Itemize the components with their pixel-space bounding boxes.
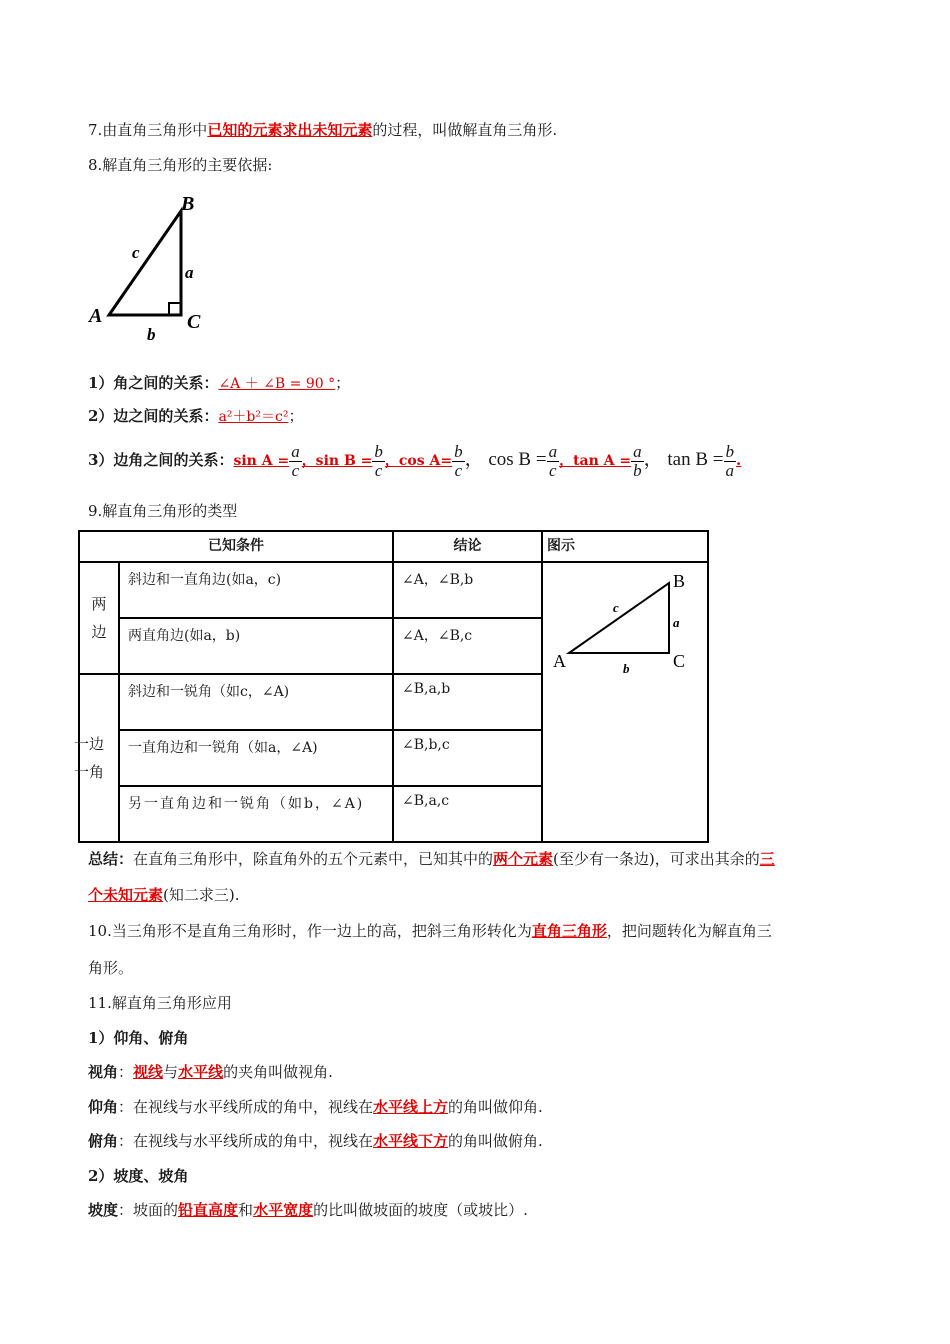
result-4: ∠B,b,c — [393, 730, 542, 786]
header-figure: 图示 — [542, 531, 708, 562]
figure-cell — [542, 562, 708, 842]
depression-angle — [88, 1130, 543, 1151]
tri1-vertex-a: A — [89, 305, 103, 327]
item7-suffix: 的过程，叫做解直角三角形. — [372, 121, 558, 139]
item-10-line2: 角形。 — [88, 959, 134, 977]
sinA-den: c — [291, 460, 300, 480]
sinB-num: b — [374, 441, 383, 461]
rel3-end: . — [736, 451, 742, 469]
result-2: ∠A，∠B,c — [393, 618, 542, 674]
summary-line-1 — [88, 848, 775, 869]
view-label: 视角 — [88, 1063, 119, 1081]
sinA-num: a — [291, 441, 300, 461]
item7-highlight: 已知的元素求出未知元素 — [207, 121, 373, 139]
tri2-vertex-c: C — [673, 651, 686, 671]
sub-1-title: 1）仰角、俯角 — [88, 1029, 189, 1047]
item10-highlight: 直角三角形 — [531, 922, 607, 940]
cosA-num: b — [454, 441, 463, 461]
slope-suffix: 的比叫做坡面的坡度（或坡比）. — [313, 1201, 528, 1219]
depr-suffix: 的角叫做俯角. — [448, 1132, 543, 1150]
rel2-value: a²＋b²＝c² — [218, 409, 289, 425]
triangle-figure-1 — [85, 188, 215, 348]
item-10 — [88, 920, 772, 941]
summary-h2b: 个未知元素 — [88, 886, 164, 904]
result-1: ∠A，∠B,b — [393, 562, 542, 618]
tri1-vertex-b: B — [181, 193, 195, 215]
summary-label: 总结： — [88, 850, 134, 868]
rel1-end: ； — [335, 374, 351, 392]
condition-1: 斜边和一直角边(如a，c) — [119, 562, 393, 618]
tri2-vertex-b: B — [673, 571, 686, 591]
tanB-num: b — [725, 441, 734, 461]
elev-label: 仰角 — [88, 1098, 119, 1116]
tanA-num: a — [633, 441, 642, 461]
view-mid: 与 — [163, 1063, 179, 1081]
item7-text: 7.由直角三角形中 — [88, 121, 208, 139]
rel3-cosA: ，cos A= — [384, 453, 453, 469]
rel3-tanA: ，tan A = — [559, 453, 632, 469]
elevation-angle — [88, 1096, 543, 1117]
result-3: ∠B,a,b — [393, 674, 542, 730]
rel3-cosB: ， cos B = — [464, 449, 547, 470]
tri1-vertex-c: C — [187, 311, 201, 333]
condition-4: 一直角边和一锐角（如a，∠A) — [119, 730, 393, 786]
view-colon: ： — [118, 1063, 134, 1081]
rel3-sinA: sin A = — [233, 453, 290, 469]
summary-text1: 在直角三角形中，除直角外的五个元素中，已知其中的 — [133, 850, 494, 868]
item-11-title: 11.解直角三角形应用 — [88, 994, 232, 1012]
tri1-side-b: b — [147, 325, 156, 344]
group-side-angle: 一边一角 — [79, 674, 119, 842]
tri2-side-a: a — [673, 615, 680, 630]
summary-text3: (知二求三). — [163, 886, 240, 904]
view-h1: 视线 — [133, 1063, 164, 1081]
summary-line-2 — [88, 884, 240, 905]
rel3-sinB: ，sin B = — [301, 453, 373, 469]
relation-3 — [88, 438, 741, 483]
cosA-den: c — [454, 460, 463, 480]
item10-suffix: ，把问题转化为解直角三 — [606, 922, 772, 940]
tanB-den: a — [725, 460, 734, 480]
view-suffix: 的夹角叫做视角. — [223, 1063, 333, 1081]
summary-h1: 两个元素 — [493, 850, 554, 868]
summary-text2: (至少有一条边)，可求出其余的 — [553, 850, 760, 868]
tri2-side-b: b — [623, 661, 630, 676]
item10-text: 10.当三角形不是直角三角形时，作一边上的高，把斜三角形转化为 — [88, 922, 532, 940]
tri1-side-a: a — [185, 263, 194, 282]
rel1-value: ∠A ＋ ∠B = 90 ° — [218, 376, 336, 392]
slope-text: ：坡面的 — [118, 1201, 179, 1219]
tanA-den: b — [633, 460, 642, 480]
depr-highlight: 水平线下方 — [373, 1132, 449, 1150]
summary-h2a: 三 — [759, 850, 775, 868]
slope-label: 坡度 — [88, 1201, 119, 1219]
sinB-den: c — [374, 460, 383, 480]
elev-suffix: 的角叫做仰角. — [448, 1098, 543, 1116]
item-8-title: 8.解直角三角形的主要依据: — [88, 156, 273, 174]
result-5: ∠B,a,c — [393, 786, 542, 842]
item-7 — [88, 119, 557, 140]
rel2-label: 2）边之间的关系： — [88, 407, 219, 425]
rel1-label: 1）角之间的关系： — [88, 374, 219, 392]
view-angle — [88, 1061, 333, 1082]
tri1-side-c: c — [132, 243, 140, 262]
depr-label: 俯角 — [88, 1132, 119, 1150]
triangle-figure-2 — [547, 565, 717, 685]
condition-2: 两直角边(如a，b) — [119, 618, 393, 674]
rel3-tanB: ， tan B = — [643, 449, 724, 470]
solve-types-table — [74, 530, 709, 843]
slope-mid: 和 — [238, 1201, 254, 1219]
relation-2 — [88, 405, 303, 426]
header-known: 已知条件 — [79, 531, 393, 562]
view-h2: 水平线 — [178, 1063, 224, 1081]
elev-text: ：在视线与水平线所成的角中，视线在 — [118, 1098, 374, 1116]
slope-definition — [88, 1199, 528, 1220]
sub-2-title: 2）坡度、坡角 — [88, 1167, 189, 1185]
relation-1 — [88, 372, 350, 393]
group-two-sides: 两边 — [79, 562, 119, 674]
depr-text: ：在视线与水平线所成的角中，视线在 — [118, 1132, 374, 1150]
rel2-end: ； — [288, 407, 304, 425]
elev-highlight: 水平线上方 — [373, 1098, 449, 1116]
item-9-title: 9.解直角三角形的类型 — [88, 502, 238, 520]
tri2-side-c: c — [613, 600, 619, 615]
slope-h2: 水平宽度 — [253, 1201, 314, 1219]
cosB-den: c — [549, 460, 557, 480]
tri2-vertex-a: A — [553, 651, 566, 671]
slope-h1: 铅直高度 — [178, 1201, 239, 1219]
condition-5: 另一直角边和一锐角（如b，∠A) — [119, 786, 393, 842]
condition-3: 斜边和一锐角（如c，∠A) — [119, 674, 393, 730]
cosB-num: a — [548, 441, 558, 461]
rel3-label: 3）边角之间的关系： — [88, 451, 234, 469]
header-result: 结论 — [393, 531, 542, 562]
